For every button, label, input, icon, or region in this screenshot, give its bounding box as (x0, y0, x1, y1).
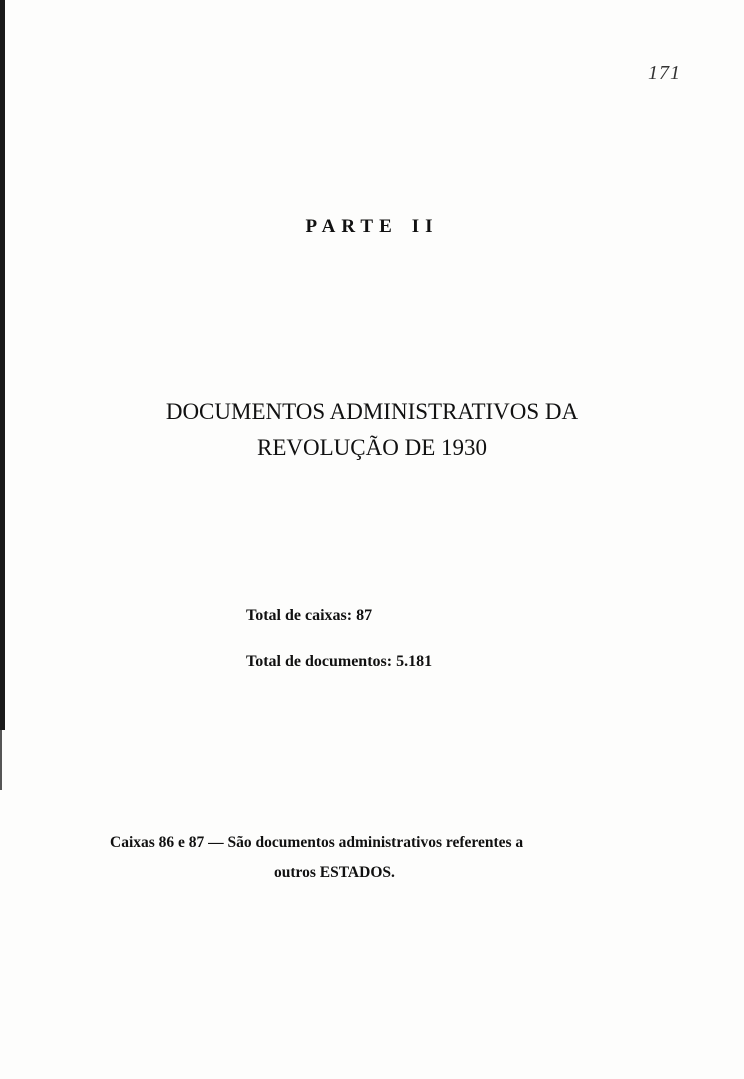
main-title (0, 394, 744, 466)
totals-block (246, 606, 432, 698)
scan-binding-edge (0, 0, 5, 730)
total-documents: Total de documentos: 5.181 (246, 653, 433, 670)
boxes-note-line-1: Caixas 86 e 87 — São documentos administrativos referentes a (110, 834, 524, 851)
part-heading-numeral: II (411, 216, 439, 237)
main-title-line-1: DOCUMENTOS ADMINISTRATIVOS DA (165, 399, 579, 424)
total-boxes: Total de caixas: 87 (246, 607, 373, 624)
boxes-note (110, 828, 670, 888)
main-title-line-2: REVOLUÇÃO DE 1930 (257, 435, 487, 460)
scan-binding-edge-tail (0, 730, 2, 790)
boxes-note-line-2: outros ESTADOS. (274, 864, 395, 881)
part-heading-word: PARTE (305, 216, 398, 237)
part-heading (0, 216, 744, 238)
handwritten-page-number: 171 (648, 62, 681, 84)
